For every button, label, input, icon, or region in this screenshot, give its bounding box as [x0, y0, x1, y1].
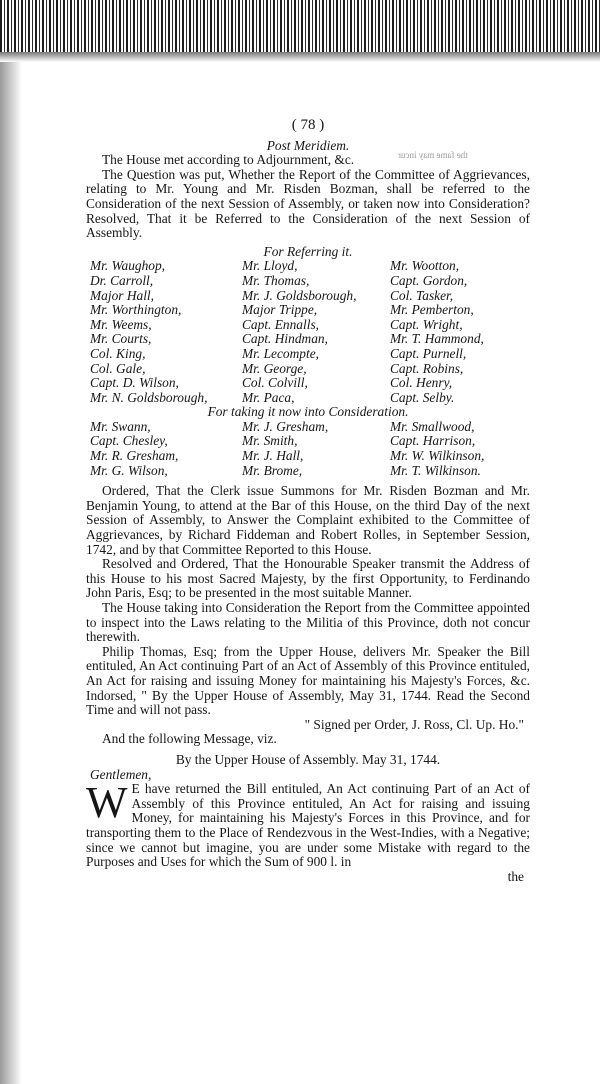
vote-name: Col. Colvill,: [242, 375, 308, 391]
vote-name: Major Hall,: [90, 287, 154, 303]
vote-name: Col. Tasker,: [390, 287, 454, 303]
vote-name: Mr. J. Hall,: [242, 448, 304, 464]
for-taking-list: [86, 420, 530, 478]
book-binding-edge: [0, 0, 600, 62]
vote-name: Capt. Robins,: [390, 360, 464, 376]
vote-name: Mr. Weems,: [90, 316, 152, 332]
vote-name: Mr. Wootton,: [390, 258, 460, 274]
vote-name: Mr. W. Wilkinson,: [390, 448, 485, 464]
paragraph-bill-delivery: Philip Thomas, Esq; from the Upper House, delivers Mr. Speaker the Bill entituled, An Act continuing Part of an Act of Assembly of this Province entituled, An Act for raising and issuing Money for maintaining his Majesty's Forces, &c. Indorsed, " By the Upper House of Assembly, May 31, 1744. Read the Second Time and will not pass.: [86, 643, 530, 718]
vote-name: Mr. R. Gresham,: [90, 448, 179, 464]
salutation: Gentlemen,: [90, 766, 152, 782]
vote-name: Capt. Hindman,: [242, 331, 328, 347]
vote-name: Major Trippe,: [242, 302, 318, 318]
catchword: the: [507, 868, 524, 884]
session-heading: Post Meridiem.: [266, 137, 350, 153]
for-referring-list: [86, 259, 530, 405]
vote-name: Mr. Smith,: [242, 433, 298, 449]
vote-name: Mr. Lloyd,: [242, 258, 298, 274]
vote-name: Mr. Lecompte,: [242, 345, 319, 361]
page-number: ( 78 ): [291, 117, 325, 133]
for-taking-title: For taking it now into Consideration.: [207, 404, 409, 420]
vote-name: Mr. Waughop,: [90, 258, 166, 274]
vote-name: Capt. Chesley,: [90, 433, 168, 449]
vote-name: Mr. T. Hammond,: [390, 331, 484, 347]
vote-name: Capt. Ennalls,: [242, 316, 320, 332]
vote-name: Mr. Courts,: [90, 331, 152, 347]
message-heading: By the Upper House of Assembly. May 31, 1744.: [175, 751, 441, 767]
vote-name: Dr. Carroll,: [90, 272, 154, 288]
document-page: [86, 118, 530, 884]
message-body: [86, 778, 530, 870]
paragraph-house-met: The House met according to Adjournment, &c.: [102, 152, 355, 168]
vote-name: Col. King,: [90, 345, 146, 361]
drop-cap: W: [86, 778, 128, 828]
vote-name: Capt. Purnell,: [390, 345, 467, 361]
vote-name: Mr. Swann,: [90, 418, 151, 434]
vote-name: Mr. Brome,: [242, 462, 303, 478]
bleed-through-text: the fame may incur: [398, 150, 468, 160]
vote-name: Mr. T. Wilkinson.: [390, 462, 481, 478]
vote-name: Mr. George,: [242, 360, 307, 376]
vote-name: Capt. Harrison,: [390, 433, 476, 449]
paragraph-militia-report: The House taking into Consideration the Report from the Committee appointed to inspect into the Laws relating to the Militia of this Province, doth not concur therewith.: [86, 600, 530, 645]
vote-name: Capt. Selby.: [390, 389, 455, 405]
vote-name: Mr. Pemberton,: [390, 302, 474, 318]
vote-name: Capt. Gordon,: [390, 272, 468, 288]
paragraph-question: The Question was put, Whether the Report of the Committee of Aggrievances, relating to Mr. Young and Mr. Risden Bozman, shall be referred to the Consideration of the next Session of Assembly, or taken now into Consideration? Resolved, That it be Referred to the Consideration of the next Session of Assembly.: [86, 166, 530, 241]
vote-name: Capt. D. Wilson,: [90, 375, 179, 391]
signed-per-order: " Signed per Order, J. Ross, Cl. Up. Ho.": [304, 716, 524, 732]
vote-name: Mr. Thomas,: [242, 272, 310, 288]
paragraph-following-message: And the following Message, viz.: [102, 731, 277, 747]
gutter-shadow: [0, 62, 22, 1084]
vote-name: Mr. N. Goldsborough,: [90, 389, 208, 405]
vote-name: Mr. J. Gresham,: [242, 418, 329, 434]
vote-name: Mr. Paca,: [242, 389, 295, 405]
vote-name: Mr. J. Goldsborough,: [242, 287, 357, 303]
vote-name: Capt. Wright,: [390, 316, 463, 332]
paragraph-summons-order: Ordered, That the Clerk issue Summons for Mr. Risden Bozman and Mr. Benjamin Young, to attend at the Bar of this House, on the third Day of the next Session of Assembly, to Answer the Complaint exhibited to the Committee of Aggrievances, by Richard Fiddeman and Robert Rolles, in September Session, 1742, and by that Committee Reported to this House.: [86, 483, 530, 557]
vote-name: Col. Henry,: [390, 375, 453, 391]
vote-name: Mr. Worthington,: [90, 302, 182, 318]
for-referring-title: For Referring it.: [263, 243, 353, 259]
paragraph-message: E have returned the Bill entituled, An Act continuing Part of an Act of Assembly of this Province entituled, An Act for raising and issuing Money, for maintaining his Majesty's Forces in this Province, and for transporting them to the Place of Rendezvous in the West-Indies, with a Negative; since we cannot but imagine, you are under some Mistake with regard to the Purposes and Uses for which the Sum of 900 l. in: [86, 781, 530, 870]
vote-name: Mr. Smallwood,: [390, 418, 475, 434]
vote-name: Col. Gale,: [90, 360, 146, 376]
paragraph-address-order: Resolved and Ordered, That the Honourable Speaker transmit the Address of this House to his most Sacred Majesty, by the first Opportunity, to Ferdinando John Paris, Esq; to be presented in the most suitable Manner.: [86, 556, 530, 601]
vote-name: Mr. G. Wilson,: [90, 462, 168, 478]
